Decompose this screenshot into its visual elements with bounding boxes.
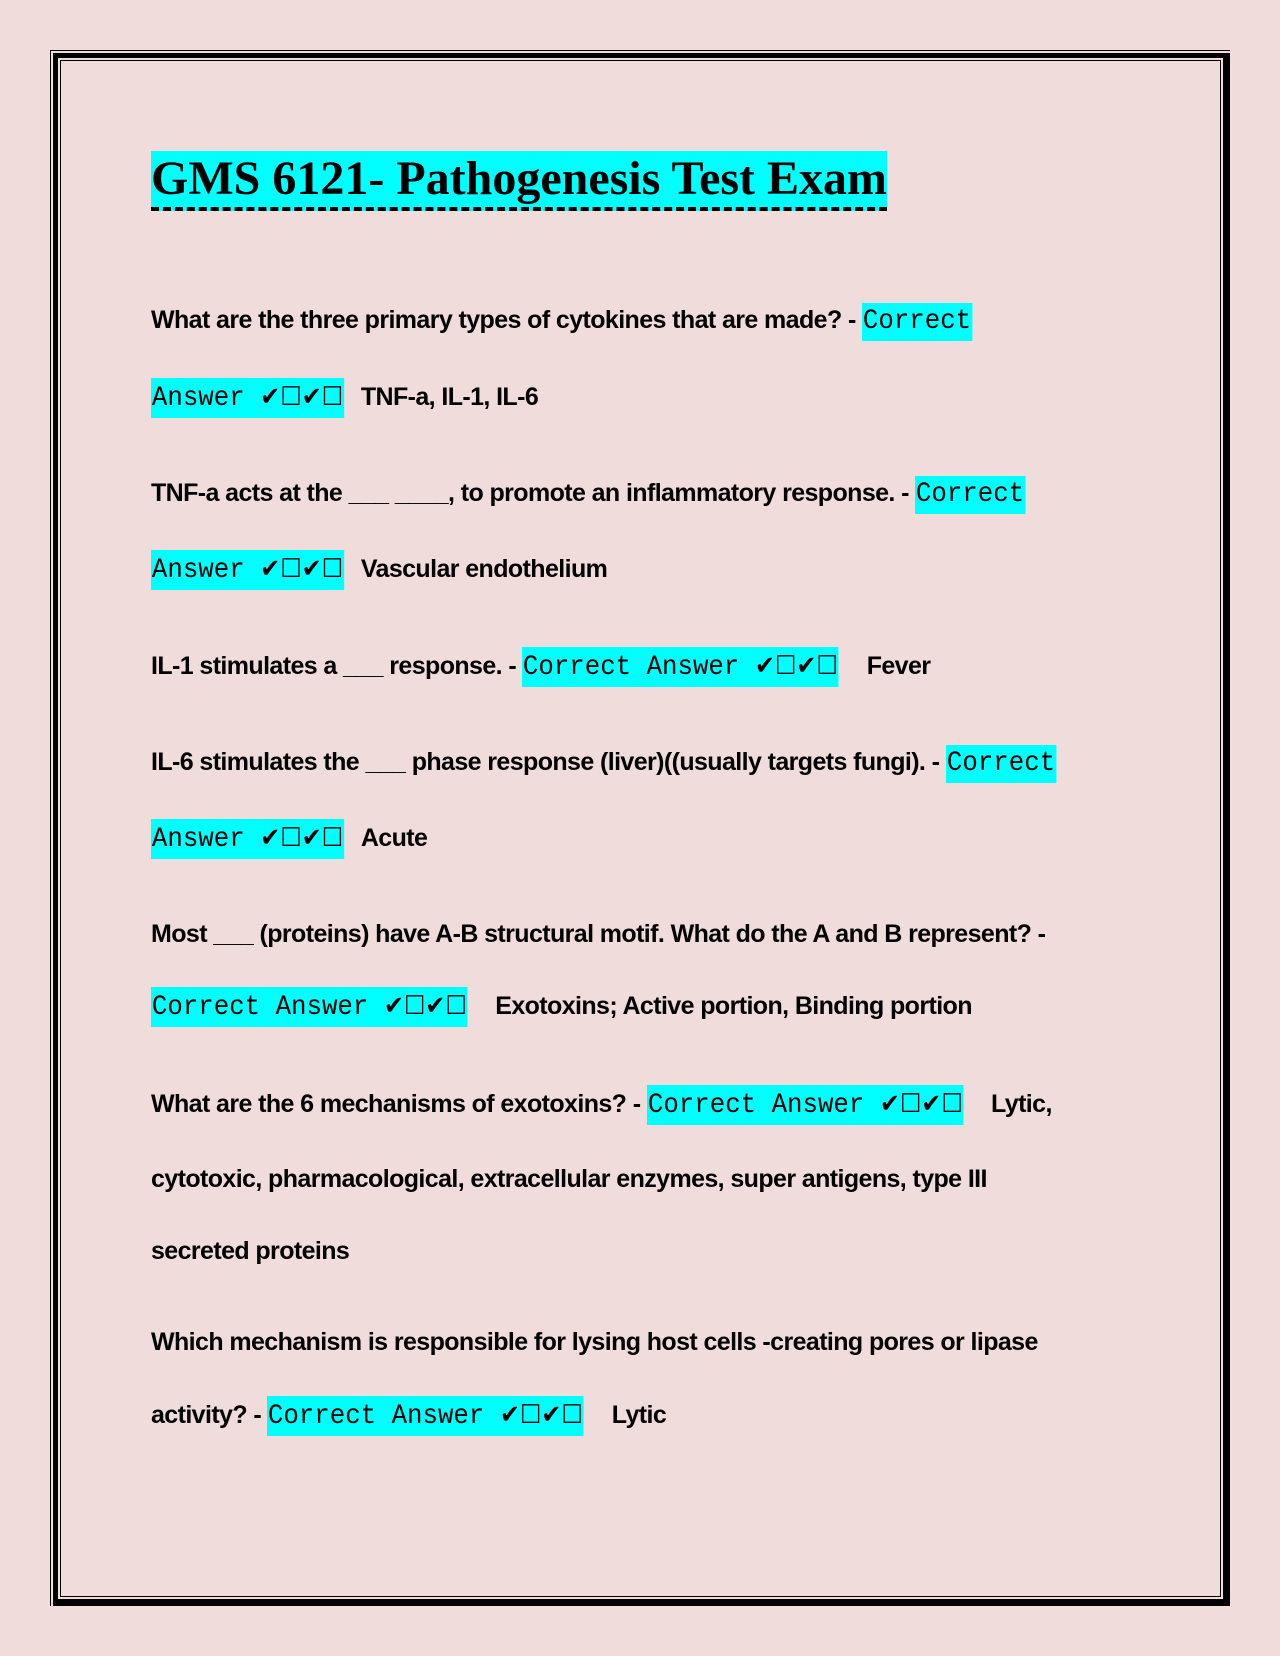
- answer-text: secreted proteins: [151, 1237, 350, 1265]
- check-box-marker-icon: ✔☐✔☐: [260, 554, 344, 584]
- answer-highlight: [267, 1396, 584, 1436]
- answer-label: Correct Answer: [268, 1401, 485, 1432]
- check-box-marker-icon: ✔☐✔☐: [755, 651, 839, 681]
- check-box-marker-icon: ✔☐✔☐: [260, 382, 344, 412]
- question-text: Which mechanism is responsible for lysing host cells -creating pores or lipase: [151, 1328, 1038, 1356]
- check-box-marker-icon: ✔☐✔☐: [260, 823, 344, 853]
- question-1: [151, 301, 982, 341]
- question-2: [151, 474, 1035, 514]
- answer-text: Exotoxins; Active portion, Binding portion: [495, 992, 972, 1020]
- answer-label: Answer: [151, 555, 245, 586]
- answer-5: [151, 987, 972, 1027]
- question-text: activity? -: [151, 1401, 262, 1429]
- check-box-marker-icon: ✔☐✔☐: [500, 1400, 584, 1430]
- answer-1: [151, 378, 538, 418]
- question-6: [151, 1085, 1052, 1125]
- answer-highlight: [151, 987, 468, 1027]
- question-3: [151, 647, 930, 687]
- answer-label: Correct: [916, 479, 1025, 510]
- answer-highlight: [915, 476, 1025, 514]
- answer-highlight: [862, 303, 972, 341]
- question-5: [151, 915, 1045, 953]
- document-title: GMS 6121- Pathogenesis Test Exam: [151, 151, 887, 211]
- answer-text: Vascular endothelium: [360, 555, 608, 583]
- answer-label: Correct: [862, 306, 972, 337]
- question-7: [151, 1323, 1038, 1361]
- question-text: What are the three primary types of cytokines that are made? -: [151, 306, 856, 334]
- answer-2: [151, 550, 607, 590]
- question-text: IL-1 stimulates a ___ response. -: [151, 652, 517, 680]
- answer-label: Correct Answer: [151, 992, 369, 1023]
- question-text: What are the 6 mechanisms of exotoxins? -: [151, 1090, 641, 1118]
- question-text: Most ___ (proteins) have A-B structural motif. What do the A and B represent? -: [151, 920, 1046, 948]
- answer-highlight: [151, 378, 344, 418]
- answer-highlight: [151, 550, 344, 590]
- check-box-marker-icon: ✔☐✔☐: [879, 1089, 963, 1119]
- answer-text: TNF-a, IL-1, IL-6: [360, 383, 539, 411]
- answer-highlight: [647, 1085, 964, 1125]
- answer-text: cytotoxic, pharmacological, extracellular enzymes, super antigens, type III: [151, 1165, 987, 1193]
- answer-highlight: [522, 647, 839, 687]
- answer-highlight: [151, 819, 344, 859]
- answer-text: Lytic: [611, 1401, 667, 1429]
- answer-highlight: [946, 745, 1056, 783]
- answer-label: Answer: [151, 383, 245, 414]
- answer-label: Correct: [946, 748, 1055, 779]
- answer-4: [151, 819, 427, 859]
- question-text: IL-6 stimulates the ___ phase response (liver)((usually targets fungi). -: [151, 748, 940, 776]
- answer-6-line-3: [151, 1232, 349, 1270]
- answer-label: Answer: [151, 824, 245, 855]
- answer-label: Correct Answer: [523, 652, 740, 683]
- answer-7: [151, 1396, 666, 1436]
- answer-text: Fever: [866, 652, 931, 680]
- question-text: TNF-a acts at the ___ ____, to promote an inflammatory response. -: [151, 479, 909, 507]
- answer-text: Lytic,: [991, 1090, 1052, 1118]
- answer-6-line-2: [151, 1160, 987, 1198]
- answer-text: Acute: [360, 824, 428, 852]
- check-box-marker-icon: ✔☐✔☐: [383, 991, 467, 1021]
- answer-label: Correct Answer: [647, 1090, 865, 1121]
- question-4: [151, 743, 1065, 783]
